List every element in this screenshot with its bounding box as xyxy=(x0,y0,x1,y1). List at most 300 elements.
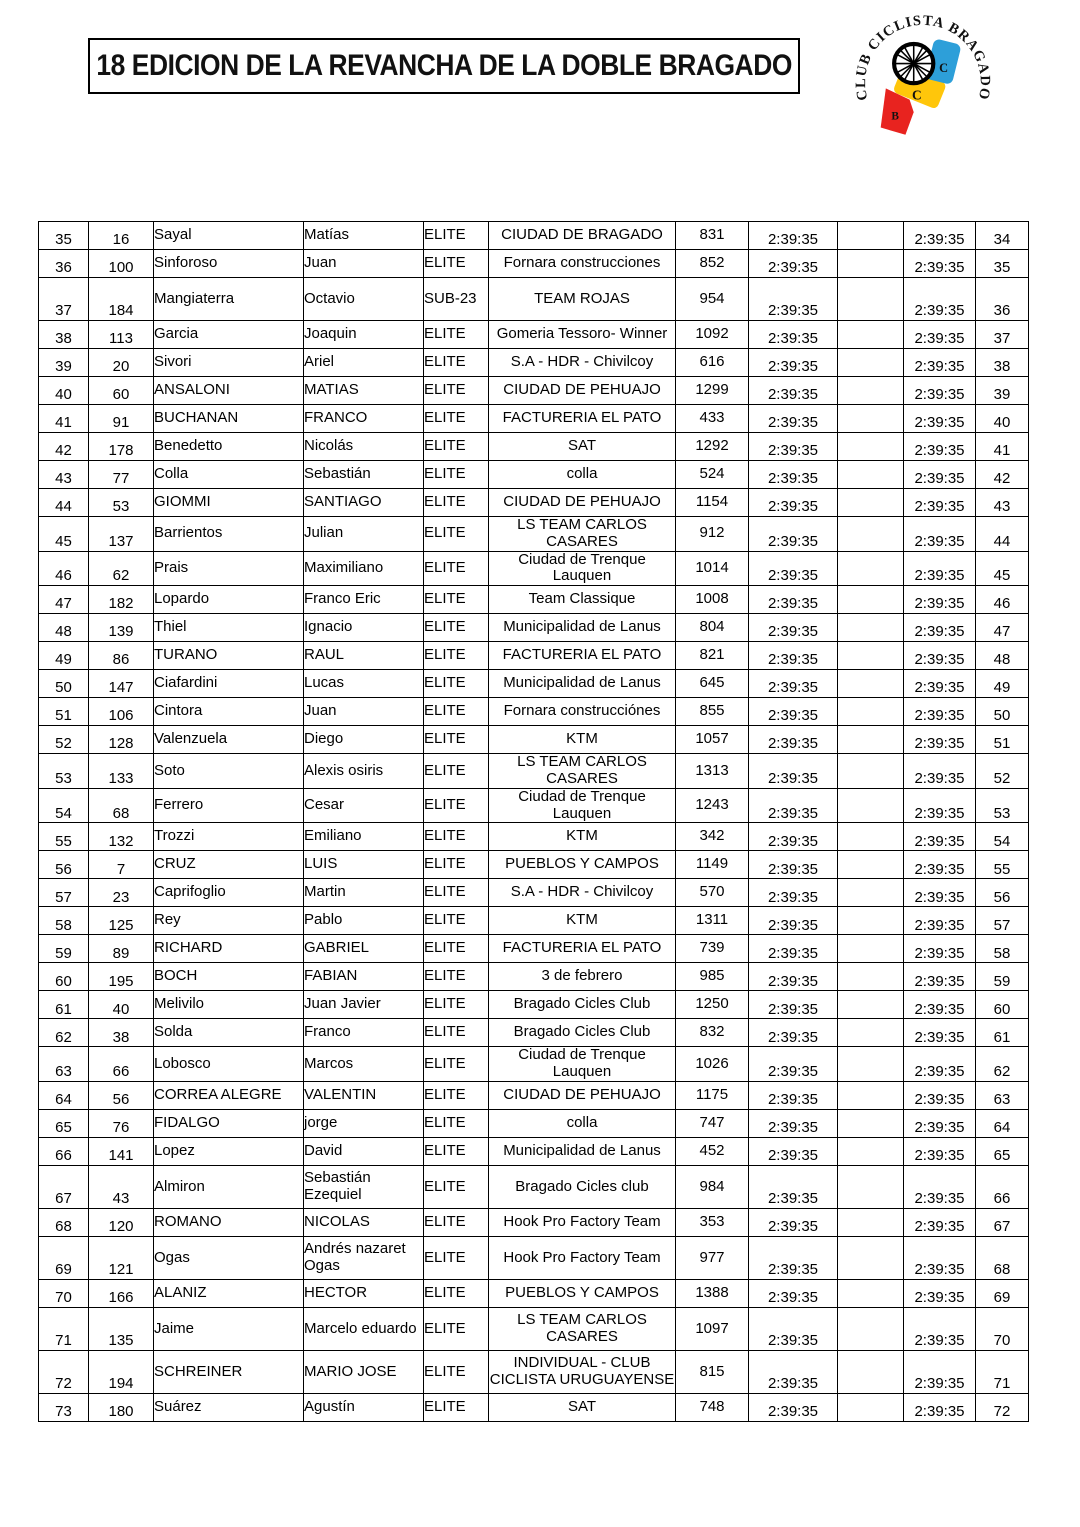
cell-blank xyxy=(838,1165,904,1208)
cell-bib: 68 xyxy=(89,788,154,823)
cell-blank xyxy=(838,1208,904,1236)
cell-chip: 852 xyxy=(676,250,749,278)
cell-team: KTM xyxy=(489,726,676,754)
cell-blank xyxy=(838,321,904,349)
cell-last-name: Melivilo xyxy=(154,991,304,1019)
cell-time1: 2:39:35 xyxy=(749,1109,838,1137)
svg-text:C: C xyxy=(911,87,922,103)
cell-time1: 2:39:35 xyxy=(749,461,838,489)
cell-time1: 2:39:35 xyxy=(749,551,838,586)
table-row xyxy=(39,788,1029,823)
cell-bib: 53 xyxy=(89,489,154,517)
cell-last-name: Ogas xyxy=(154,1236,304,1279)
cell-bib: 38 xyxy=(89,1019,154,1047)
cell-time1: 2:39:35 xyxy=(749,517,838,552)
table-row xyxy=(39,991,1029,1019)
cell-bib: 43 xyxy=(89,1165,154,1208)
cell-team: Ciudad de Trenque Lauquen xyxy=(489,551,676,586)
cell-pos: 73 xyxy=(39,1393,89,1421)
cell-blank xyxy=(838,586,904,614)
table-row xyxy=(39,670,1029,698)
cell-time1: 2:39:35 xyxy=(749,1236,838,1279)
cell-category: ELITE xyxy=(424,489,489,517)
cell-pos: 59 xyxy=(39,935,89,963)
cell-last-name: Lopez xyxy=(154,1137,304,1165)
cell-last-name: RICHARD xyxy=(154,935,304,963)
cell-cat-pos: 65 xyxy=(976,1137,1029,1165)
cell-bib: 66 xyxy=(89,1047,154,1082)
cell-team: S.A - HDR - Chivilcoy xyxy=(489,879,676,907)
cell-first-name: Lucas xyxy=(304,670,424,698)
cell-cat-pos: 44 xyxy=(976,517,1029,552)
cell-chip: 954 xyxy=(676,278,749,321)
cell-cat-pos: 69 xyxy=(976,1279,1029,1307)
cell-cat-pos: 39 xyxy=(976,377,1029,405)
cell-bib: 40 xyxy=(89,991,154,1019)
cell-pos: 62 xyxy=(39,1019,89,1047)
cell-time1: 2:39:35 xyxy=(749,1137,838,1165)
cell-pos: 38 xyxy=(39,321,89,349)
cell-team: Hook Pro Factory Team xyxy=(489,1236,676,1279)
cell-time2: 2:39:35 xyxy=(904,642,976,670)
cell-first-name: Juan Javier xyxy=(304,991,424,1019)
cell-cat-pos: 58 xyxy=(976,935,1029,963)
cell-category: ELITE xyxy=(424,349,489,377)
cell-bib: 120 xyxy=(89,1208,154,1236)
cell-last-name: Benedetto xyxy=(154,433,304,461)
page-title: 18 EDICION DE LA REVANCHA DE LA DOBLE BRAGADO xyxy=(96,49,792,82)
cell-time2: 2:39:35 xyxy=(904,222,976,250)
cell-first-name: NICOLAS xyxy=(304,1208,424,1236)
cell-category: ELITE xyxy=(424,1165,489,1208)
cell-pos: 69 xyxy=(39,1236,89,1279)
cell-pos: 66 xyxy=(39,1137,89,1165)
cell-category: ELITE xyxy=(424,1019,489,1047)
cell-chip: 977 xyxy=(676,1236,749,1279)
cell-first-name: Julian xyxy=(304,517,424,552)
cell-pos: 49 xyxy=(39,642,89,670)
table-row xyxy=(39,1165,1029,1208)
cell-category: ELITE xyxy=(424,1350,489,1393)
cell-category: ELITE xyxy=(424,1047,489,1082)
cell-first-name: HECTOR xyxy=(304,1279,424,1307)
cell-time2: 2:39:35 xyxy=(904,991,976,1019)
cell-last-name: GIOMMI xyxy=(154,489,304,517)
cell-cat-pos: 34 xyxy=(976,222,1029,250)
cell-last-name: Prais xyxy=(154,551,304,586)
cell-team: Fornara construcciónes xyxy=(489,698,676,726)
cell-cat-pos: 61 xyxy=(976,1019,1029,1047)
table-row xyxy=(39,1081,1029,1109)
cell-chip: 821 xyxy=(676,642,749,670)
cell-last-name: Soto xyxy=(154,754,304,789)
cell-chip: 815 xyxy=(676,1350,749,1393)
cell-time1: 2:39:35 xyxy=(749,377,838,405)
cell-pos: 56 xyxy=(39,851,89,879)
table-row xyxy=(39,1393,1029,1421)
cell-pos: 51 xyxy=(39,698,89,726)
cell-team: Team Classique xyxy=(489,586,676,614)
table-row xyxy=(39,963,1029,991)
cell-pos: 35 xyxy=(39,222,89,250)
cell-team: CIUDAD DE BRAGADO xyxy=(489,222,676,250)
cell-bib: 60 xyxy=(89,377,154,405)
cell-blank xyxy=(838,551,904,586)
cell-bib: 184 xyxy=(89,278,154,321)
cell-cat-pos: 50 xyxy=(976,698,1029,726)
cell-cat-pos: 71 xyxy=(976,1350,1029,1393)
cell-category: ELITE xyxy=(424,461,489,489)
cell-chip: 912 xyxy=(676,517,749,552)
cell-chip: 645 xyxy=(676,670,749,698)
cell-category: SUB-23 xyxy=(424,278,489,321)
cell-category: ELITE xyxy=(424,642,489,670)
cell-chip: 1250 xyxy=(676,991,749,1019)
cell-cat-pos: 55 xyxy=(976,851,1029,879)
cell-blank xyxy=(838,823,904,851)
cell-blank xyxy=(838,726,904,754)
cell-blank xyxy=(838,754,904,789)
cell-time2: 2:39:35 xyxy=(904,754,976,789)
cell-pos: 60 xyxy=(39,963,89,991)
cell-first-name: Agustín xyxy=(304,1393,424,1421)
cell-first-name: Octavio xyxy=(304,278,424,321)
cell-bib: 137 xyxy=(89,517,154,552)
cell-category: ELITE xyxy=(424,1109,489,1137)
cell-blank xyxy=(838,642,904,670)
cell-first-name: Alexis osiris xyxy=(304,754,424,789)
cell-time2: 2:39:35 xyxy=(904,349,976,377)
cell-cat-pos: 64 xyxy=(976,1109,1029,1137)
table-row xyxy=(39,405,1029,433)
cell-cat-pos: 49 xyxy=(976,670,1029,698)
cell-team: CIUDAD DE PEHUAJO xyxy=(489,377,676,405)
cell-blank xyxy=(838,698,904,726)
cell-chip: 1311 xyxy=(676,907,749,935)
table-row xyxy=(39,1279,1029,1307)
cell-blank xyxy=(838,461,904,489)
cell-last-name: Solda xyxy=(154,1019,304,1047)
cell-pos: 48 xyxy=(39,614,89,642)
cell-pos: 57 xyxy=(39,879,89,907)
cell-category: ELITE xyxy=(424,823,489,851)
cell-blank xyxy=(838,517,904,552)
cell-team: PUEBLOS Y CAMPOS xyxy=(489,851,676,879)
cell-time1: 2:39:35 xyxy=(749,1047,838,1082)
cell-cat-pos: 52 xyxy=(976,754,1029,789)
table-row xyxy=(39,349,1029,377)
cell-chip: 342 xyxy=(676,823,749,851)
cell-bib: 100 xyxy=(89,250,154,278)
cell-last-name: Ferrero xyxy=(154,788,304,823)
table-row xyxy=(39,1047,1029,1082)
cell-pos: 44 xyxy=(39,489,89,517)
table-row xyxy=(39,1208,1029,1236)
cell-first-name: FABIAN xyxy=(304,963,424,991)
cell-last-name: Lopardo xyxy=(154,586,304,614)
cell-cat-pos: 42 xyxy=(976,461,1029,489)
cell-time1: 2:39:35 xyxy=(749,879,838,907)
cell-cat-pos: 48 xyxy=(976,642,1029,670)
cell-team: KTM xyxy=(489,823,676,851)
cell-first-name: MARIO JOSE xyxy=(304,1350,424,1393)
cell-first-name: Sebastián Ezequiel xyxy=(304,1165,424,1208)
cell-last-name: CRUZ xyxy=(154,851,304,879)
cell-last-name: Lobosco xyxy=(154,1047,304,1082)
cell-chip: 1154 xyxy=(676,489,749,517)
cell-chip: 748 xyxy=(676,1393,749,1421)
cell-pos: 46 xyxy=(39,551,89,586)
cell-cat-pos: 46 xyxy=(976,586,1029,614)
cell-time2: 2:39:35 xyxy=(904,1393,976,1421)
table-row xyxy=(39,551,1029,586)
cell-bib: 195 xyxy=(89,963,154,991)
cell-time2: 2:39:35 xyxy=(904,278,976,321)
cell-time2: 2:39:35 xyxy=(904,551,976,586)
cell-time1: 2:39:35 xyxy=(749,489,838,517)
cell-bib: 139 xyxy=(89,614,154,642)
cell-bib: 132 xyxy=(89,823,154,851)
cell-last-name: ROMANO xyxy=(154,1208,304,1236)
table-row xyxy=(39,250,1029,278)
cell-chip: 452 xyxy=(676,1137,749,1165)
cell-pos: 42 xyxy=(39,433,89,461)
cell-category: ELITE xyxy=(424,963,489,991)
cell-blank xyxy=(838,1236,904,1279)
cell-first-name: Joaquin xyxy=(304,321,424,349)
cell-pos: 47 xyxy=(39,586,89,614)
cell-blank xyxy=(838,433,904,461)
cell-category: ELITE xyxy=(424,879,489,907)
cell-chip: 1149 xyxy=(676,851,749,879)
cell-category: ELITE xyxy=(424,551,489,586)
cell-first-name: FRANCO xyxy=(304,405,424,433)
cell-time1: 2:39:35 xyxy=(749,349,838,377)
cell-chip: 855 xyxy=(676,698,749,726)
cell-pos: 64 xyxy=(39,1081,89,1109)
cell-blank xyxy=(838,1137,904,1165)
cell-cat-pos: 36 xyxy=(976,278,1029,321)
table-row xyxy=(39,935,1029,963)
svg-text:B: B xyxy=(891,110,899,123)
cell-blank xyxy=(838,935,904,963)
cell-last-name: Mangiaterra xyxy=(154,278,304,321)
cell-chip: 832 xyxy=(676,1019,749,1047)
table-row xyxy=(39,321,1029,349)
cell-pos: 40 xyxy=(39,377,89,405)
cell-time2: 2:39:35 xyxy=(904,1236,976,1279)
cell-category: ELITE xyxy=(424,433,489,461)
cell-category: ELITE xyxy=(424,754,489,789)
cell-chip: 1008 xyxy=(676,586,749,614)
cell-team: TEAM ROJAS xyxy=(489,278,676,321)
cell-last-name: FIDALGO xyxy=(154,1109,304,1137)
cell-cat-pos: 41 xyxy=(976,433,1029,461)
cell-time1: 2:39:35 xyxy=(749,614,838,642)
cell-category: ELITE xyxy=(424,1393,489,1421)
page-title-box xyxy=(88,38,800,94)
cell-blank xyxy=(838,614,904,642)
cell-category: ELITE xyxy=(424,1208,489,1236)
table-row xyxy=(39,754,1029,789)
cell-time1: 2:39:35 xyxy=(749,726,838,754)
cell-team: SAT xyxy=(489,433,676,461)
cell-category: ELITE xyxy=(424,726,489,754)
cell-last-name: Trozzi xyxy=(154,823,304,851)
cell-cat-pos: 45 xyxy=(976,551,1029,586)
cell-bib: 147 xyxy=(89,670,154,698)
cell-bib: 89 xyxy=(89,935,154,963)
cell-blank xyxy=(838,1081,904,1109)
cell-chip: 1388 xyxy=(676,1279,749,1307)
cell-bib: 166 xyxy=(89,1279,154,1307)
cell-pos: 43 xyxy=(39,461,89,489)
cell-first-name: Martin xyxy=(304,879,424,907)
cell-pos: 45 xyxy=(39,517,89,552)
cell-blank xyxy=(838,1307,904,1350)
cell-first-name: LUIS xyxy=(304,851,424,879)
cell-cat-pos: 57 xyxy=(976,907,1029,935)
cell-team: LS TEAM CARLOS CASARES xyxy=(489,754,676,789)
cell-team: CIUDAD DE PEHUAJO xyxy=(489,489,676,517)
cell-team: colla xyxy=(489,461,676,489)
cell-category: ELITE xyxy=(424,670,489,698)
cell-bib: 113 xyxy=(89,321,154,349)
cell-team: PUEBLOS Y CAMPOS xyxy=(489,1279,676,1307)
cell-time1: 2:39:35 xyxy=(749,935,838,963)
cell-blank xyxy=(838,1350,904,1393)
cell-first-name: MATIAS xyxy=(304,377,424,405)
cell-cat-pos: 54 xyxy=(976,823,1029,851)
cell-team: LS TEAM CARLOS CASARES xyxy=(489,1307,676,1350)
cell-bib: 141 xyxy=(89,1137,154,1165)
cell-first-name: jorge xyxy=(304,1109,424,1137)
cell-cat-pos: 70 xyxy=(976,1307,1029,1350)
cell-time2: 2:39:35 xyxy=(904,1350,976,1393)
cell-first-name: Matías xyxy=(304,222,424,250)
cell-cat-pos: 68 xyxy=(976,1236,1029,1279)
cell-blank xyxy=(838,991,904,1019)
cell-first-name: Andrés nazaret Ogas xyxy=(304,1236,424,1279)
cell-last-name: Garcia xyxy=(154,321,304,349)
cell-time1: 2:39:35 xyxy=(749,278,838,321)
cell-category: ELITE xyxy=(424,698,489,726)
cell-bib: 194 xyxy=(89,1350,154,1393)
cell-chip: 1097 xyxy=(676,1307,749,1350)
cell-blank xyxy=(838,879,904,907)
cell-chip: 1092 xyxy=(676,321,749,349)
cell-bib: 56 xyxy=(89,1081,154,1109)
cell-team: FACTURERIA EL PATO xyxy=(489,642,676,670)
cell-time1: 2:39:35 xyxy=(749,1279,838,1307)
cell-cat-pos: 62 xyxy=(976,1047,1029,1082)
cell-first-name: Diego xyxy=(304,726,424,754)
cell-time2: 2:39:35 xyxy=(904,963,976,991)
cell-time2: 2:39:35 xyxy=(904,823,976,851)
cell-time2: 2:39:35 xyxy=(904,517,976,552)
cell-time1: 2:39:35 xyxy=(749,433,838,461)
cell-bib: 106 xyxy=(89,698,154,726)
cell-category: ELITE xyxy=(424,250,489,278)
cell-time1: 2:39:35 xyxy=(749,907,838,935)
cell-time2: 2:39:35 xyxy=(904,1165,976,1208)
cell-category: ELITE xyxy=(424,1279,489,1307)
cell-time1: 2:39:35 xyxy=(749,1019,838,1047)
cell-team: KTM xyxy=(489,907,676,935)
cell-chip: 747 xyxy=(676,1109,749,1137)
cell-blank xyxy=(838,278,904,321)
table-row xyxy=(39,1307,1029,1350)
table-row xyxy=(39,222,1029,250)
cell-chip: 1057 xyxy=(676,726,749,754)
cell-time2: 2:39:35 xyxy=(904,879,976,907)
cell-cat-pos: 43 xyxy=(976,489,1029,517)
cell-last-name: Rey xyxy=(154,907,304,935)
cell-last-name: Barrientos xyxy=(154,517,304,552)
cell-pos: 58 xyxy=(39,907,89,935)
cell-pos: 71 xyxy=(39,1307,89,1350)
cell-time2: 2:39:35 xyxy=(904,321,976,349)
cell-first-name: Maximiliano xyxy=(304,551,424,586)
cell-chip: 570 xyxy=(676,879,749,907)
cell-team: S.A - HDR - Chivilcoy xyxy=(489,349,676,377)
cell-last-name: Almiron xyxy=(154,1165,304,1208)
cell-time1: 2:39:35 xyxy=(749,851,838,879)
cell-bib: 180 xyxy=(89,1393,154,1421)
cell-chip: 353 xyxy=(676,1208,749,1236)
cell-bib: 182 xyxy=(89,586,154,614)
table-row xyxy=(39,823,1029,851)
cell-category: ELITE xyxy=(424,517,489,552)
cell-time1: 2:39:35 xyxy=(749,670,838,698)
cell-team: Ciudad de Trenque Lauquen xyxy=(489,788,676,823)
cell-first-name: Franco Eric xyxy=(304,586,424,614)
cell-bib: 135 xyxy=(89,1307,154,1350)
cell-blank xyxy=(838,377,904,405)
cell-team: INDIVIDUAL - CLUB CICLISTA URUGUAYENSE xyxy=(489,1350,676,1393)
cell-bib: 178 xyxy=(89,433,154,461)
cell-blank xyxy=(838,250,904,278)
cell-cat-pos: 35 xyxy=(976,250,1029,278)
cell-time2: 2:39:35 xyxy=(904,250,976,278)
cell-last-name: Jaime xyxy=(154,1307,304,1350)
cell-blank xyxy=(838,670,904,698)
table-row xyxy=(39,586,1029,614)
table-row xyxy=(39,461,1029,489)
cell-time2: 2:39:35 xyxy=(904,935,976,963)
cell-team: SAT xyxy=(489,1393,676,1421)
cell-team: CIUDAD DE PEHUAJO xyxy=(489,1081,676,1109)
cell-category: ELITE xyxy=(424,222,489,250)
cell-team: Ciudad de Trenque Lauquen xyxy=(489,1047,676,1082)
cell-chip: 831 xyxy=(676,222,749,250)
cell-chip: 1292 xyxy=(676,433,749,461)
cell-category: ELITE xyxy=(424,907,489,935)
cell-chip: 524 xyxy=(676,461,749,489)
cell-time2: 2:39:35 xyxy=(904,489,976,517)
cell-blank xyxy=(838,405,904,433)
cell-category: ELITE xyxy=(424,1081,489,1109)
cell-cat-pos: 37 xyxy=(976,321,1029,349)
table-row xyxy=(39,433,1029,461)
cell-last-name: Sayal xyxy=(154,222,304,250)
results-table xyxy=(38,221,1029,1422)
cell-first-name: Sebastián xyxy=(304,461,424,489)
cell-time1: 2:39:35 xyxy=(749,250,838,278)
cell-cat-pos: 60 xyxy=(976,991,1029,1019)
cell-time2: 2:39:35 xyxy=(904,461,976,489)
cell-chip: 1299 xyxy=(676,377,749,405)
